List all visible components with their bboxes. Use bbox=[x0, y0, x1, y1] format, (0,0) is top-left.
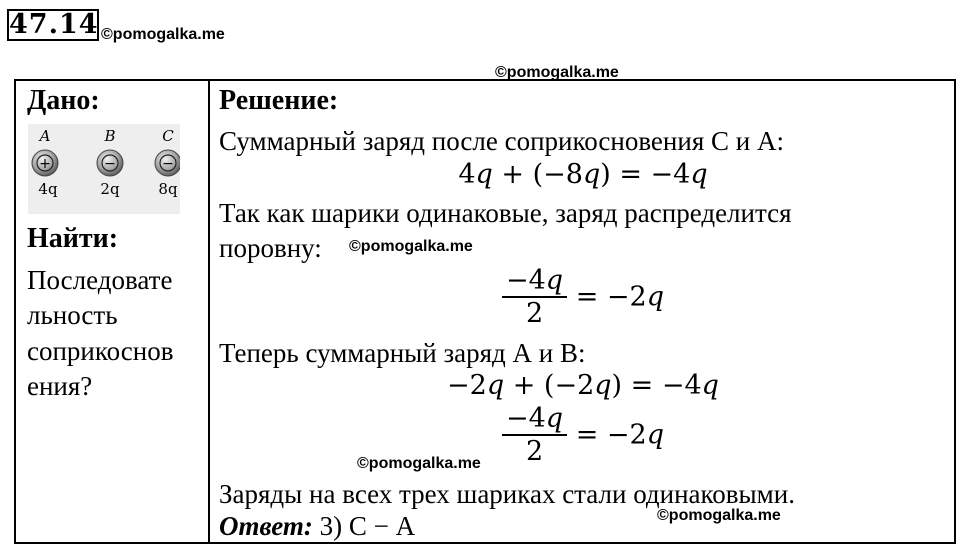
fraction-2-result: = −2𝑞 bbox=[575, 419, 664, 451]
answer-text: 3) С − А bbox=[319, 511, 416, 541]
fraction-1-result: = −2𝑞 bbox=[575, 281, 664, 313]
watermark: ©pomogalka.me bbox=[495, 64, 619, 81]
fraction-1-denominator: 2 bbox=[525, 298, 544, 329]
fraction-2-denominator: 2 bbox=[525, 436, 544, 467]
find-heading: Найти: bbox=[27, 223, 119, 254]
fraction-1-numerator: −4𝑞 bbox=[506, 265, 564, 296]
ball-a-label: A bbox=[39, 127, 51, 145]
find-line: льность bbox=[27, 300, 118, 330]
fraction-2 bbox=[210, 404, 956, 468]
ball-c-label: C bbox=[162, 127, 174, 145]
watermark: ©pomogalka.me bbox=[101, 26, 225, 43]
ball-a-sign: + bbox=[39, 156, 51, 172]
answer-label: Ответ: bbox=[219, 511, 313, 541]
solution-line: Суммарный заряд после соприкосновения С и А: bbox=[219, 126, 784, 156]
find-line: Последовате bbox=[27, 265, 173, 295]
ball-b-sign: − bbox=[104, 156, 116, 172]
solution-line: Теперь суммарный заряд А и В: bbox=[219, 338, 586, 368]
ball-c-charge: 8q bbox=[158, 180, 178, 198]
watermark: ©pomogalka.me bbox=[357, 455, 481, 472]
solution-heading: Решение: bbox=[219, 85, 339, 116]
fraction-2-numerator: −4𝑞 bbox=[506, 403, 564, 434]
fraction-2-body bbox=[502, 404, 567, 468]
ball-b-label: B bbox=[104, 127, 116, 145]
find-line: соприкоснов bbox=[27, 336, 174, 366]
fraction-1 bbox=[210, 266, 956, 330]
answer bbox=[219, 509, 415, 543]
solution-line: поровну: bbox=[219, 233, 322, 263]
find-line: ения? bbox=[27, 371, 93, 401]
solution-line: Заряды на всех трех шариках стали одинаковыми. bbox=[219, 479, 795, 509]
equation-1: 4𝑞 + (−8𝑞) = −4𝑞 bbox=[458, 159, 708, 190]
equation-2: −2𝑞 + (−2𝑞) = −4𝑞 bbox=[447, 370, 719, 401]
watermark: ©pomogalka.me bbox=[349, 238, 473, 255]
ball-c-sign: − bbox=[162, 156, 174, 172]
charges-illustration bbox=[28, 124, 180, 214]
given-heading: Дано: bbox=[27, 85, 100, 116]
fraction-1-body bbox=[502, 266, 567, 330]
watermark: ©pomogalka.me bbox=[657, 507, 781, 524]
ball-a-charge: 4q bbox=[38, 180, 58, 198]
problem-number: 47.14 bbox=[9, 9, 99, 40]
solution-line: Так как шарики одинаковые, заряд распределится bbox=[219, 198, 792, 228]
ball-b-charge: 2q bbox=[100, 180, 120, 198]
